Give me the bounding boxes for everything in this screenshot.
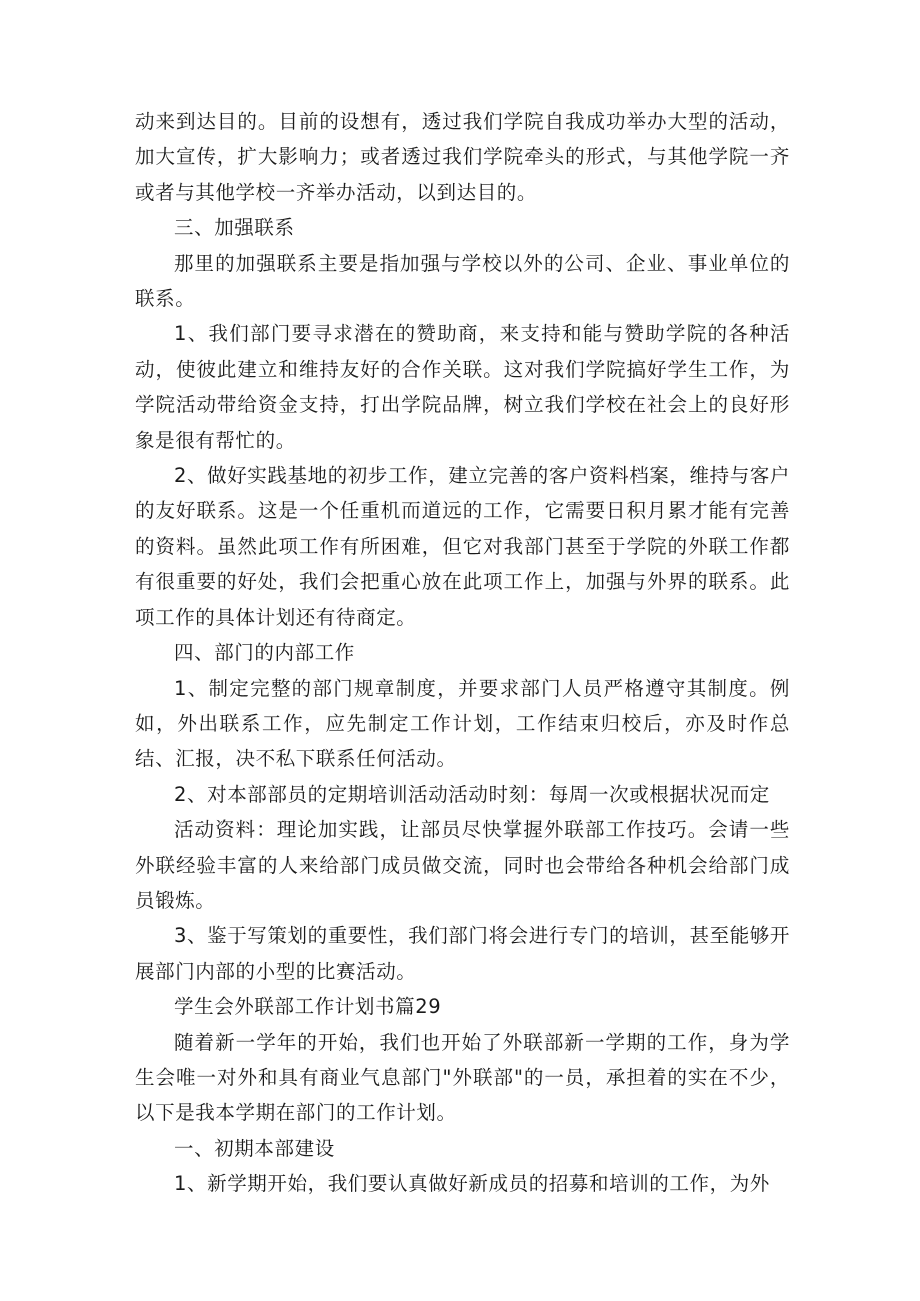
paragraph-continuation: 动来到达目的。目前的设想有，透过我们学院自我成功举办大型的活动，加大宣传，扩大影响力；或者透过我们学院牵头的形式，与其他学院一齐或者与其他学校一齐举办活动，以到达目的。 [135,110,790,204]
paragraph-recruitment: 1、新学期开始，我们要认真做好新成员的招募和培训的工作，为外 [174,1172,770,1196]
section-heading-initial-construction: 一、初期本部建设 [174,1136,335,1160]
paragraph-training-time: 2、对本部部员的定期培训活动活动时刻：每周一次或根据状况而定 [174,782,770,806]
paragraph-rules: 1、制定完整的部门规章制度，并要求部门人员严格遵守其制度。例如，外出联系工作，应先制定工作计划，工作结束归校后，亦及时作总结、汇报，决不私下联系任何活动。 [135,676,790,771]
document-body [135,104,790,1202]
paragraph-new-semester: 随着新一学年的开始，我们也开始了外联部新一学期的工作，身为学生会唯一对外和具有商业气息部门"外联部"的一员，承担着的实在不少，以下是我本学期在部门的工作计划。 [135,1030,790,1125]
section-heading-strengthen-contact: 三、加强联系 [174,216,295,240]
paragraph-training-content: 活动资料：理论加实践，让部员尽快掌握外联部工作技巧。会请一些外联经验丰富的人来给部门成员做交流，同时也会带给各种机会给部门成员锻炼。 [135,818,790,912]
article-title-plan-29: 学生会外联部工作计划书篇29 [174,995,442,1019]
paragraph-planning-training: 3、鉴于写策划的重要性，我们部门将会进行专门的培训，甚至能够开展部门内部的小型的比赛活动。 [135,924,791,983]
paragraph-contact-definition: 那里的加强联系主要是指加强与学校以外的公司、企业、事业单位的联系。 [135,251,790,311]
paragraph-practice-base: 2、做好实践基地的初步工作，建立完善的客户资料档案，维持与客户的友好联系。这是一个任重机而道远的工作，它需要日积月累才能有完善的资料。虽然此项工作有所困难，但它对我部门甚至于学院的外联工作都有很重要的好处，我们会把重心放在此项工作上，加强与外界的联系。此项工作的具体计划还有待商定。 [135,464,791,629]
paragraph-sponsors: 1、我们部门要寻求潜在的赞助商，来支持和能与赞助学院的各种活动，使彼此建立和维持友好的合作关联。这对我们学院搞好学生工作，为学院活动带给资金支持，打出学院品牌，树立我们学校在社会上的良好形象是很有帮忙的。 [135,322,790,452]
section-heading-internal-work: 四、部门的内部工作 [174,641,355,665]
